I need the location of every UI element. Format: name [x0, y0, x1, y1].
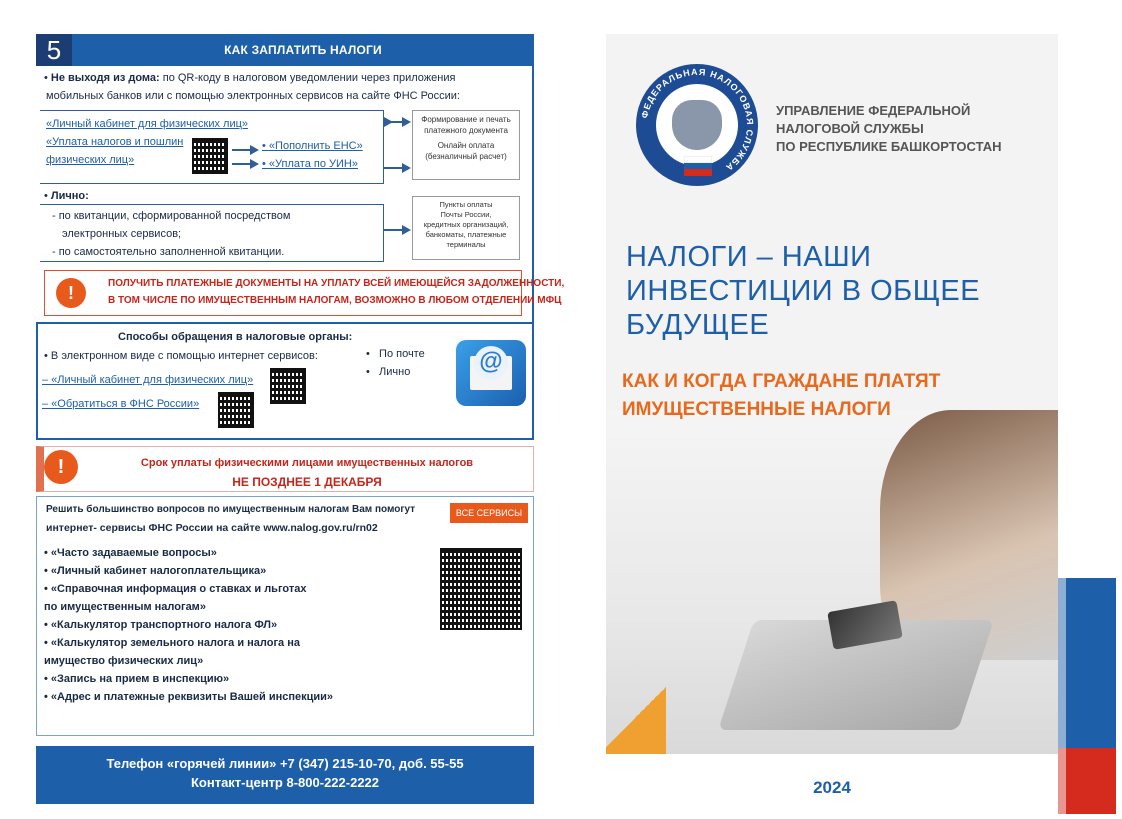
cover-subtitle: [622, 368, 1052, 424]
online-box-line: платежного документа: [424, 126, 508, 135]
title-line: БУДУЩЕЕ: [626, 309, 770, 341]
arrow-head-icon: [250, 159, 259, 169]
qr-code-fns: [218, 392, 254, 428]
link-uin[interactable]: • «Уплата по УИН»: [262, 158, 358, 170]
person-box-line: кредитных организаций,: [423, 220, 509, 229]
online-box-line: (безналичный расчет): [425, 152, 507, 161]
service-item[interactable]: • «Адрес и платежные реквизиты Вашей инспекции»: [44, 691, 334, 703]
service-item[interactable]: • «Запись на прием в инспекцию»: [44, 673, 230, 685]
mfc-warning-2: В ТОМ ЧИСЛЕ ПО ИМУЩЕСТВЕННЫМ НАЛОГАМ, ВОЗМОЖНО В ЛЮБОМ ОТДЕЛЕНИИ МФЦ: [108, 295, 562, 306]
in-person-label: Лично:: [50, 190, 89, 202]
services-intro-2: интернет- сервисы ФНС России на сайте www.nalog.gov.ru/rn02: [46, 522, 378, 534]
title-line: НАЛОГИ – НАШИ: [626, 241, 872, 273]
in-person-line: • Лично:: [44, 190, 89, 202]
org-line: УПРАВЛЕНИЕ ФЕДЕРАЛЬНОЙ: [776, 103, 971, 118]
person-box-line: Почты России,: [440, 210, 492, 219]
online-label: Не выходя из дома:: [50, 72, 160, 84]
arrow-head-icon: [402, 225, 411, 235]
service-item[interactable]: • «Калькулятор транспортного налога ФЛ»: [44, 619, 278, 631]
qr-code-pay: [192, 138, 228, 174]
subtitle-line: КАК И КОГДА ГРАЖДАНЕ ПЛАТЯТ: [622, 371, 941, 392]
emblem-ring-text: [636, 64, 758, 186]
contact-heading: Способы обращения в налоговые органы:: [118, 331, 353, 343]
person-box-line: банкоматы, платежные: [425, 230, 507, 239]
page-number: 5: [36, 34, 72, 66]
cover-year: 2024: [813, 778, 851, 797]
all-services-button[interactable]: ВСЕ СЕРВИСЫ: [450, 503, 528, 523]
in-person-3: - по самостоятельно заполненной квитанции.: [52, 246, 285, 258]
contact-person: • Лично: [366, 366, 411, 378]
tricolor-stripe: [1058, 578, 1116, 814]
hotline-phone: Телефон «горячей линии» +7 (347) 215-10-70, доб. 55-55: [106, 756, 464, 771]
arrow-line: [384, 229, 404, 231]
title-line: ИНВЕСТИЦИИ В ОБЩЕЕ: [626, 275, 981, 307]
service-item[interactable]: по имущественным налогам»: [44, 601, 206, 613]
section-heading: КАК ЗАПЛАТИТЬ НАЛОГИ: [72, 34, 534, 66]
link-pay-taxes-2[interactable]: физических лиц»: [46, 154, 135, 166]
hotline-bar: [36, 746, 534, 804]
subtitle-line: ИМУЩЕСТВЕННЫЕ НАЛОГИ: [622, 399, 891, 420]
org-line: ПО РЕСПУБЛИКЕ БАШКОРТОСТАН: [776, 139, 1002, 154]
contact-link-personal[interactable]: – «Личный кабинет для физических лиц»: [42, 374, 254, 386]
mfc-warning-1: ПОЛУЧИТЬ ПЛАТЕЖНЫЕ ДОКУМЕНТЫ НА УПЛАТУ ВСЕЙ ИМЕЮЩЕЙСЯ ЗАДОЛЖЕННОСТИ,: [108, 278, 565, 289]
service-item[interactable]: • «Часто задаваемые вопросы»: [44, 547, 217, 559]
service-item[interactable]: • «Справочная информация о ставках и льготах: [44, 583, 307, 595]
services-list: [44, 544, 333, 706]
service-item[interactable]: • «Личный кабинет налогоплательщика»: [44, 565, 267, 577]
in-person-1: - по квитанции, сформированной посредством: [52, 210, 291, 222]
emblem-text: ФЕДЕРАЛЬНАЯ НАЛОГОВАЯ СЛУЖБА: [639, 66, 756, 174]
in-person-2: электронных сервисов;: [62, 228, 182, 240]
online-line-1: • Не выходя из дома: по QR-коду в налоговом уведомлении через приложения: [44, 72, 456, 84]
at-sign-icon: @: [474, 346, 508, 380]
service-item[interactable]: имущество физических лиц»: [44, 655, 204, 667]
online-text-1: по QR-коду в налоговом уведомлении через приложения: [162, 72, 456, 84]
arrow-head-icon: [250, 145, 259, 155]
contact-center: Контакт-центр 8-800-222-2222: [190, 775, 380, 790]
org-line: НАЛОГОВОЙ СЛУЖБЫ: [776, 121, 924, 136]
in-person-result-box: [412, 196, 520, 260]
link-pay-taxes-1[interactable]: «Уплата налогов и пошлин: [46, 136, 184, 148]
deadline-date: НЕ ПОЗДНЕЕ 1 ДЕКАБРЯ: [232, 475, 382, 489]
deadline-text: Срок уплаты физическими лицами имущественных налогов: [140, 457, 474, 469]
warning-icon: !: [56, 278, 86, 308]
org-name: [776, 102, 1001, 156]
online-result-box: [412, 110, 520, 180]
orange-accent: [606, 680, 666, 754]
link-ens[interactable]: • «Пополнить ЕНС»: [262, 140, 363, 152]
main-title: [626, 240, 1046, 342]
arrow-line: [384, 121, 404, 123]
person-box-line: Пункты оплаты: [439, 200, 493, 209]
qr-code-services: [440, 548, 522, 630]
qr-code-cabinet: [270, 368, 306, 404]
svg-text:ФЕДЕРАЛЬНАЯ НАЛОГОВАЯ СЛУЖБА: [639, 67, 755, 173]
service-item[interactable]: • «Калькулятор земельного налога и налога на: [44, 637, 300, 649]
contact-link-fns[interactable]: – «Обратиться в ФНС России»: [42, 398, 200, 410]
arrow-line: [384, 167, 404, 169]
contact-online: • В электронном виде с помощью интернет сервисов:: [44, 350, 318, 362]
arrow-line: [232, 163, 250, 165]
services-intro-1: Решить большинство вопросов по имущественным налогам Вам помогут: [46, 504, 416, 515]
online-text-2: мобильных банков или с помощью электронных сервисов на сайте ФНС России:: [46, 90, 460, 102]
online-box-line: Онлайн оплата: [437, 141, 495, 150]
person-box-line: терминалы: [446, 240, 486, 249]
deadline-warning-icon: !: [44, 450, 78, 484]
arrow-line: [232, 149, 250, 151]
arrow-head-icon: [402, 117, 411, 127]
contact-mail: • По почте: [366, 348, 425, 360]
link-personal-cabinet[interactable]: «Личный кабинет для физических лиц»: [46, 118, 249, 130]
online-box-line: Формирование и печать: [421, 115, 511, 124]
